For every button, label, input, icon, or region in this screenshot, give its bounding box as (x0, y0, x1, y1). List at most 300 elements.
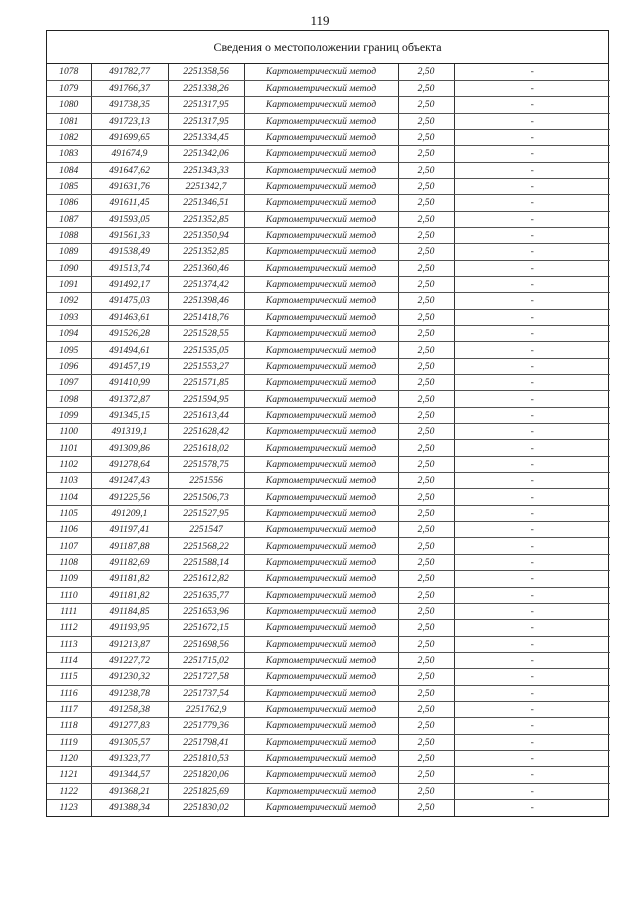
table-row (47, 227, 610, 243)
accuracy-cell: 2,50 (398, 603, 454, 619)
accuracy-cell: 2,50 (398, 227, 454, 243)
point-number-cell: 1104 (47, 489, 91, 505)
point-number-cell: 1099 (47, 407, 91, 423)
method-cell: Картометрический метод (244, 195, 398, 211)
y-coordinate-cell: 2251398,46 (168, 293, 244, 309)
table-row (47, 358, 610, 374)
note-cell: - (454, 603, 610, 619)
accuracy-cell: 2,50 (398, 522, 454, 538)
x-coordinate-cell: 491492,17 (91, 276, 168, 292)
x-coordinate-cell: 491181,82 (91, 571, 168, 587)
table-row (47, 473, 610, 489)
x-coordinate-cell: 491494,61 (91, 342, 168, 358)
y-coordinate-cell: 2251613,44 (168, 407, 244, 423)
table-row (47, 505, 610, 521)
point-number-cell: 1080 (47, 97, 91, 113)
method-cell: Картометрический метод (244, 603, 398, 619)
accuracy-cell: 2,50 (398, 718, 454, 734)
accuracy-cell: 2,50 (398, 260, 454, 276)
note-cell: - (454, 489, 610, 505)
y-coordinate-cell: 2251588,14 (168, 554, 244, 570)
table-row (47, 293, 610, 309)
y-coordinate-cell: 2251635,77 (168, 587, 244, 603)
note-cell: - (454, 701, 610, 717)
x-coordinate-cell: 491723,13 (91, 113, 168, 129)
note-cell: - (454, 80, 610, 96)
note-cell: - (454, 391, 610, 407)
note-cell: - (454, 587, 610, 603)
accuracy-cell: 2,50 (398, 309, 454, 325)
x-coordinate-cell: 491181,82 (91, 587, 168, 603)
y-coordinate-cell: 2251527,95 (168, 505, 244, 521)
x-coordinate-cell: 491225,56 (91, 489, 168, 505)
table-row (47, 783, 610, 799)
note-cell: - (454, 440, 610, 456)
y-coordinate-cell: 2251618,02 (168, 440, 244, 456)
boundary-coordinates-sheet (46, 30, 609, 817)
table-row (47, 375, 610, 391)
x-coordinate-cell: 491463,61 (91, 309, 168, 325)
x-coordinate-cell: 491187,88 (91, 538, 168, 554)
method-cell: Картометрический метод (244, 358, 398, 374)
accuracy-cell: 2,50 (398, 669, 454, 685)
note-cell: - (454, 97, 610, 113)
accuracy-cell: 2,50 (398, 97, 454, 113)
accuracy-cell: 2,50 (398, 554, 454, 570)
point-number-cell: 1087 (47, 211, 91, 227)
table-row (47, 734, 610, 750)
method-cell: Картометрический метод (244, 636, 398, 652)
point-number-cell: 1112 (47, 620, 91, 636)
x-coordinate-cell: 491344,57 (91, 767, 168, 783)
method-cell: Картометрический метод (244, 97, 398, 113)
accuracy-cell: 2,50 (398, 799, 454, 815)
y-coordinate-cell: 2251820,06 (168, 767, 244, 783)
note-cell: - (454, 669, 610, 685)
y-coordinate-cell: 2251653,96 (168, 603, 244, 619)
x-coordinate-cell: 491277,83 (91, 718, 168, 734)
y-coordinate-cell: 2251727,58 (168, 669, 244, 685)
accuracy-cell: 2,50 (398, 489, 454, 505)
x-coordinate-cell: 491258,38 (91, 701, 168, 717)
method-cell: Картометрический метод (244, 391, 398, 407)
method-cell: Картометрический метод (244, 571, 398, 587)
point-number-cell: 1115 (47, 669, 91, 685)
y-coordinate-cell: 2251798,41 (168, 734, 244, 750)
x-coordinate-cell: 491388,34 (91, 799, 168, 815)
accuracy-cell: 2,50 (398, 244, 454, 260)
accuracy-cell: 2,50 (398, 456, 454, 472)
x-coordinate-cell: 491647,62 (91, 162, 168, 178)
coordinates-table-body (47, 64, 610, 816)
y-coordinate-cell: 2251698,56 (168, 636, 244, 652)
table-row (47, 718, 610, 734)
y-coordinate-cell: 2251830,02 (168, 799, 244, 815)
point-number-cell: 1092 (47, 293, 91, 309)
point-number-cell: 1100 (47, 424, 91, 440)
y-coordinate-cell: 2251343,33 (168, 162, 244, 178)
y-coordinate-cell: 2251737,54 (168, 685, 244, 701)
note-cell: - (454, 554, 610, 570)
y-coordinate-cell: 2251358,56 (168, 64, 244, 80)
method-cell: Картометрический метод (244, 750, 398, 766)
x-coordinate-cell: 491238,78 (91, 685, 168, 701)
note-cell: - (454, 178, 610, 194)
point-number-cell: 1117 (47, 701, 91, 717)
note-cell: - (530, 802, 534, 814)
point-number-cell: 1103 (47, 473, 91, 489)
table-row (47, 129, 610, 145)
point-number-cell: 1118 (47, 718, 91, 734)
x-coordinate-cell: 491184,85 (91, 603, 168, 619)
table-row (47, 162, 610, 178)
table-row (47, 424, 610, 440)
method-cell: Картометрический метод (244, 244, 398, 260)
accuracy-cell: 2,50 (398, 538, 454, 554)
y-coordinate-cell: 2251612,82 (168, 571, 244, 587)
method-cell: Картометрический метод (244, 799, 398, 815)
table-row (47, 113, 610, 129)
method-cell: Картометрический метод (244, 783, 398, 799)
note-cell: - (454, 260, 610, 276)
accuracy-cell: 2,50 (398, 783, 454, 799)
table-row (47, 750, 610, 766)
note-cell: - (454, 407, 610, 423)
table-row (47, 652, 610, 668)
x-coordinate-cell: 491209,1 (91, 505, 168, 521)
method-cell: Картометрический метод (244, 669, 398, 685)
y-coordinate-cell: 2251342,7 (168, 178, 244, 194)
y-coordinate-cell: 2251825,69 (168, 783, 244, 799)
point-number-cell: 1097 (47, 375, 91, 391)
method-cell: Картометрический метод (244, 129, 398, 145)
y-coordinate-cell: 2251334,45 (168, 129, 244, 145)
note-cell: - (454, 620, 610, 636)
method-cell: Картометрический метод (244, 309, 398, 325)
note-cell: - (454, 244, 610, 260)
note-cell: - (454, 522, 610, 538)
y-coordinate-cell: 2251578,75 (168, 456, 244, 472)
coordinates-table (47, 64, 610, 816)
table-row (47, 620, 610, 636)
y-coordinate-cell: 2251506,73 (168, 489, 244, 505)
accuracy-cell: 2,50 (398, 211, 454, 227)
method-cell: Картометрический метод (244, 652, 398, 668)
accuracy-cell: 2,50 (398, 473, 454, 489)
table-row (47, 767, 610, 783)
x-coordinate-cell: 491699,65 (91, 129, 168, 145)
point-number-cell: 1090 (47, 260, 91, 276)
accuracy-cell: 2,50 (398, 80, 454, 96)
method-cell: Картометрический метод (244, 178, 398, 194)
note-cell: - (454, 636, 610, 652)
method-cell: Картометрический метод (244, 211, 398, 227)
note-cell: - (454, 734, 610, 750)
note-cell: - (454, 129, 610, 145)
note-cell: - (454, 195, 610, 211)
accuracy-cell: 2,50 (398, 750, 454, 766)
table-row (47, 195, 610, 211)
x-coordinate-cell: 491766,37 (91, 80, 168, 96)
y-coordinate-cell: 2251352,85 (168, 211, 244, 227)
point-number-cell: 1081 (47, 113, 91, 129)
point-number-cell: 1107 (47, 538, 91, 554)
table-row (47, 391, 610, 407)
note-cell: - (454, 538, 610, 554)
point-number-cell: 1094 (47, 326, 91, 342)
accuracy-cell: 2,50 (398, 424, 454, 440)
x-coordinate-cell: 491457,19 (91, 358, 168, 374)
note-cell: - (454, 342, 610, 358)
accuracy-cell: 2,50 (398, 571, 454, 587)
table-row (47, 685, 610, 701)
accuracy-cell: 2,50 (398, 407, 454, 423)
note-cell: - (454, 293, 610, 309)
x-coordinate-cell: 491538,49 (91, 244, 168, 260)
y-coordinate-cell: 2251535,05 (168, 342, 244, 358)
y-coordinate-cell: 2251317,95 (168, 113, 244, 129)
note-cell: - (454, 652, 610, 668)
method-cell: Картометрический метод (244, 685, 398, 701)
method-cell: Картометрический метод (244, 113, 398, 129)
table-row (47, 276, 610, 292)
point-number-cell: 1083 (47, 146, 91, 162)
accuracy-cell: 2,50 (398, 767, 454, 783)
accuracy-cell: 2,50 (398, 146, 454, 162)
method-cell: Картометрический метод (244, 293, 398, 309)
x-coordinate-cell: 491230,32 (91, 669, 168, 685)
accuracy-cell: 2,50 (398, 652, 454, 668)
table-row (47, 211, 610, 227)
table-row (47, 587, 610, 603)
point-number-cell: 1121 (47, 767, 91, 783)
point-number-cell: 1082 (47, 129, 91, 145)
accuracy-cell: 2,50 (398, 342, 454, 358)
point-number-cell: 1109 (47, 571, 91, 587)
point-number-cell: 1105 (47, 505, 91, 521)
accuracy-cell: 2,50 (398, 701, 454, 717)
method-cell: Картометрический метод (244, 407, 398, 423)
note-cell: - (454, 424, 610, 440)
point-number-cell: 1085 (47, 178, 91, 194)
table-row (47, 407, 610, 423)
method-cell: Картометрический метод (244, 326, 398, 342)
accuracy-cell: 2,50 (398, 326, 454, 342)
accuracy-cell: 2,50 (398, 113, 454, 129)
accuracy-cell: 2,50 (398, 195, 454, 211)
table-row (47, 244, 610, 260)
method-cell: Картометрический метод (244, 424, 398, 440)
x-coordinate-cell: 491213,87 (91, 636, 168, 652)
x-coordinate-cell: 491674,9 (91, 146, 168, 162)
y-coordinate-cell: 2251338,26 (168, 80, 244, 96)
x-coordinate-cell: 491227,72 (91, 652, 168, 668)
y-coordinate-cell: 2251350,94 (168, 227, 244, 243)
note-cell: - (454, 473, 610, 489)
accuracy-cell: 2,50 (398, 293, 454, 309)
x-coordinate-cell: 491561,33 (91, 227, 168, 243)
point-number-cell: 1116 (47, 685, 91, 701)
note-cell: - (454, 358, 610, 374)
accuracy-cell: 2,50 (398, 162, 454, 178)
method-cell: Картометрический метод (244, 489, 398, 505)
method-cell: Картометрический метод (244, 538, 398, 554)
table-row (47, 440, 610, 456)
point-number-cell: 1086 (47, 195, 91, 211)
method-cell: Картометрический метод (244, 260, 398, 276)
table-row (47, 522, 610, 538)
accuracy-cell: 2,50 (398, 178, 454, 194)
method-cell: Картометрический метод (244, 718, 398, 734)
point-number-cell: 1102 (47, 456, 91, 472)
table-row (47, 538, 610, 554)
x-coordinate-cell: 491309,86 (91, 440, 168, 456)
point-number-cell: 1096 (47, 358, 91, 374)
y-coordinate-cell: 2251556 (168, 473, 244, 489)
y-coordinate-cell: 2251528,55 (168, 326, 244, 342)
accuracy-cell: 2,50 (398, 64, 454, 80)
method-cell: Картометрический метод (244, 587, 398, 603)
note-cell: - (454, 64, 610, 80)
y-coordinate-cell: 2251360,46 (168, 260, 244, 276)
table-row (47, 326, 610, 342)
note-cell: - (454, 211, 610, 227)
y-coordinate-cell: 2251810,53 (168, 750, 244, 766)
method-cell: Картометрический метод (244, 375, 398, 391)
point-number-cell: 1089 (47, 244, 91, 260)
y-coordinate-cell: 2251594,95 (168, 391, 244, 407)
point-number-cell: 1108 (47, 554, 91, 570)
table-row (47, 669, 610, 685)
page-number: 119 (310, 13, 330, 28)
note-cell: - (454, 505, 610, 521)
note-cell: - (454, 571, 610, 587)
point-number-cell: 1110 (47, 587, 91, 603)
table-row (47, 701, 610, 717)
x-coordinate-cell: 491368,21 (91, 783, 168, 799)
method-cell: Картометрический метод (244, 701, 398, 717)
accuracy-cell: 2,50 (398, 685, 454, 701)
note-cell: - (454, 309, 610, 325)
point-number-cell: 1114 (47, 652, 91, 668)
x-coordinate-cell: 491182,69 (91, 554, 168, 570)
x-coordinate-cell: 491513,74 (91, 260, 168, 276)
table-row (47, 97, 610, 113)
note-cell: - (454, 783, 610, 799)
table-row (47, 146, 610, 162)
x-coordinate-cell: 491526,28 (91, 326, 168, 342)
table-row (47, 571, 610, 587)
table-row (47, 636, 610, 652)
x-coordinate-cell: 491319,1 (91, 424, 168, 440)
accuracy-cell: 2,50 (398, 440, 454, 456)
accuracy-cell: 2,50 (398, 620, 454, 636)
y-coordinate-cell: 2251672,15 (168, 620, 244, 636)
x-coordinate-cell: 491475,03 (91, 293, 168, 309)
point-number-cell: 1111 (47, 603, 91, 619)
x-coordinate-cell: 491782,77 (91, 64, 168, 80)
note-cell: - (454, 146, 610, 162)
point-number-cell: 1079 (47, 80, 91, 96)
y-coordinate-cell: 2251418,76 (168, 309, 244, 325)
note-cell: - (454, 685, 610, 701)
accuracy-cell: 2,50 (398, 375, 454, 391)
point-number-cell: 1106 (47, 522, 91, 538)
method-cell: Картометрический метод (244, 734, 398, 750)
method-cell: Картометрический метод (244, 162, 398, 178)
x-coordinate-cell: 491410,99 (91, 375, 168, 391)
point-number-cell: 1093 (47, 309, 91, 325)
point-number-cell: 1120 (47, 750, 91, 766)
y-coordinate-cell: 2251553,27 (168, 358, 244, 374)
point-number-cell: 1095 (47, 342, 91, 358)
method-cell: Картометрический метод (244, 440, 398, 456)
method-cell: Картометрический метод (244, 767, 398, 783)
point-number-cell: 1122 (47, 783, 91, 799)
y-coordinate-cell: 2251374,42 (168, 276, 244, 292)
section-title: Сведения о местоположении границ объекта (47, 31, 608, 64)
x-coordinate-cell: 491305,57 (91, 734, 168, 750)
table-row (47, 489, 610, 505)
y-coordinate-cell: 2251346,51 (168, 195, 244, 211)
accuracy-cell: 2,50 (398, 734, 454, 750)
method-cell: Картометрический метод (244, 80, 398, 96)
y-coordinate-cell: 2251779,36 (168, 718, 244, 734)
note-cell: - (454, 227, 610, 243)
method-cell: Картометрический метод (244, 620, 398, 636)
method-cell: Картометрический метод (244, 456, 398, 472)
method-cell: Картометрический метод (244, 146, 398, 162)
point-number-cell: 1084 (47, 162, 91, 178)
accuracy-cell: 2,50 (398, 129, 454, 145)
x-coordinate-cell: 491631,76 (91, 178, 168, 194)
note-cell: - (454, 718, 610, 734)
table-row (47, 178, 610, 194)
method-cell: Картометрический метод (244, 505, 398, 521)
x-coordinate-cell: 491345,15 (91, 407, 168, 423)
table-row (47, 64, 610, 80)
point-number-cell: 1119 (47, 734, 91, 750)
y-coordinate-cell: 2251547 (168, 522, 244, 538)
method-cell: Картометрический метод (244, 64, 398, 80)
table-row (47, 456, 610, 472)
method-cell: Картометрический метод (244, 276, 398, 292)
note-cell: - (454, 750, 610, 766)
point-number-cell: 1088 (47, 227, 91, 243)
point-number-cell: 1091 (47, 276, 91, 292)
table-row (47, 342, 610, 358)
point-number-cell: 1101 (47, 440, 91, 456)
method-cell: Картометрический метод (244, 342, 398, 358)
method-cell: Картометрический метод (244, 227, 398, 243)
accuracy-cell: 2,50 (398, 587, 454, 603)
x-coordinate-cell: 491323,77 (91, 750, 168, 766)
table-row (47, 309, 610, 325)
table-row (47, 799, 610, 815)
table-row (47, 80, 610, 96)
x-coordinate-cell: 491372,87 (91, 391, 168, 407)
x-coordinate-cell: 491278,64 (91, 456, 168, 472)
accuracy-cell: 2,50 (398, 505, 454, 521)
y-coordinate-cell: 2251352,85 (168, 244, 244, 260)
accuracy-cell: 2,50 (398, 636, 454, 652)
x-coordinate-cell: 491738,35 (91, 97, 168, 113)
y-coordinate-cell: 2251762,9 (168, 701, 244, 717)
table-row (47, 260, 610, 276)
note-cell: - (454, 456, 610, 472)
note-cell: - (454, 375, 610, 391)
x-coordinate-cell: 491611,45 (91, 195, 168, 211)
